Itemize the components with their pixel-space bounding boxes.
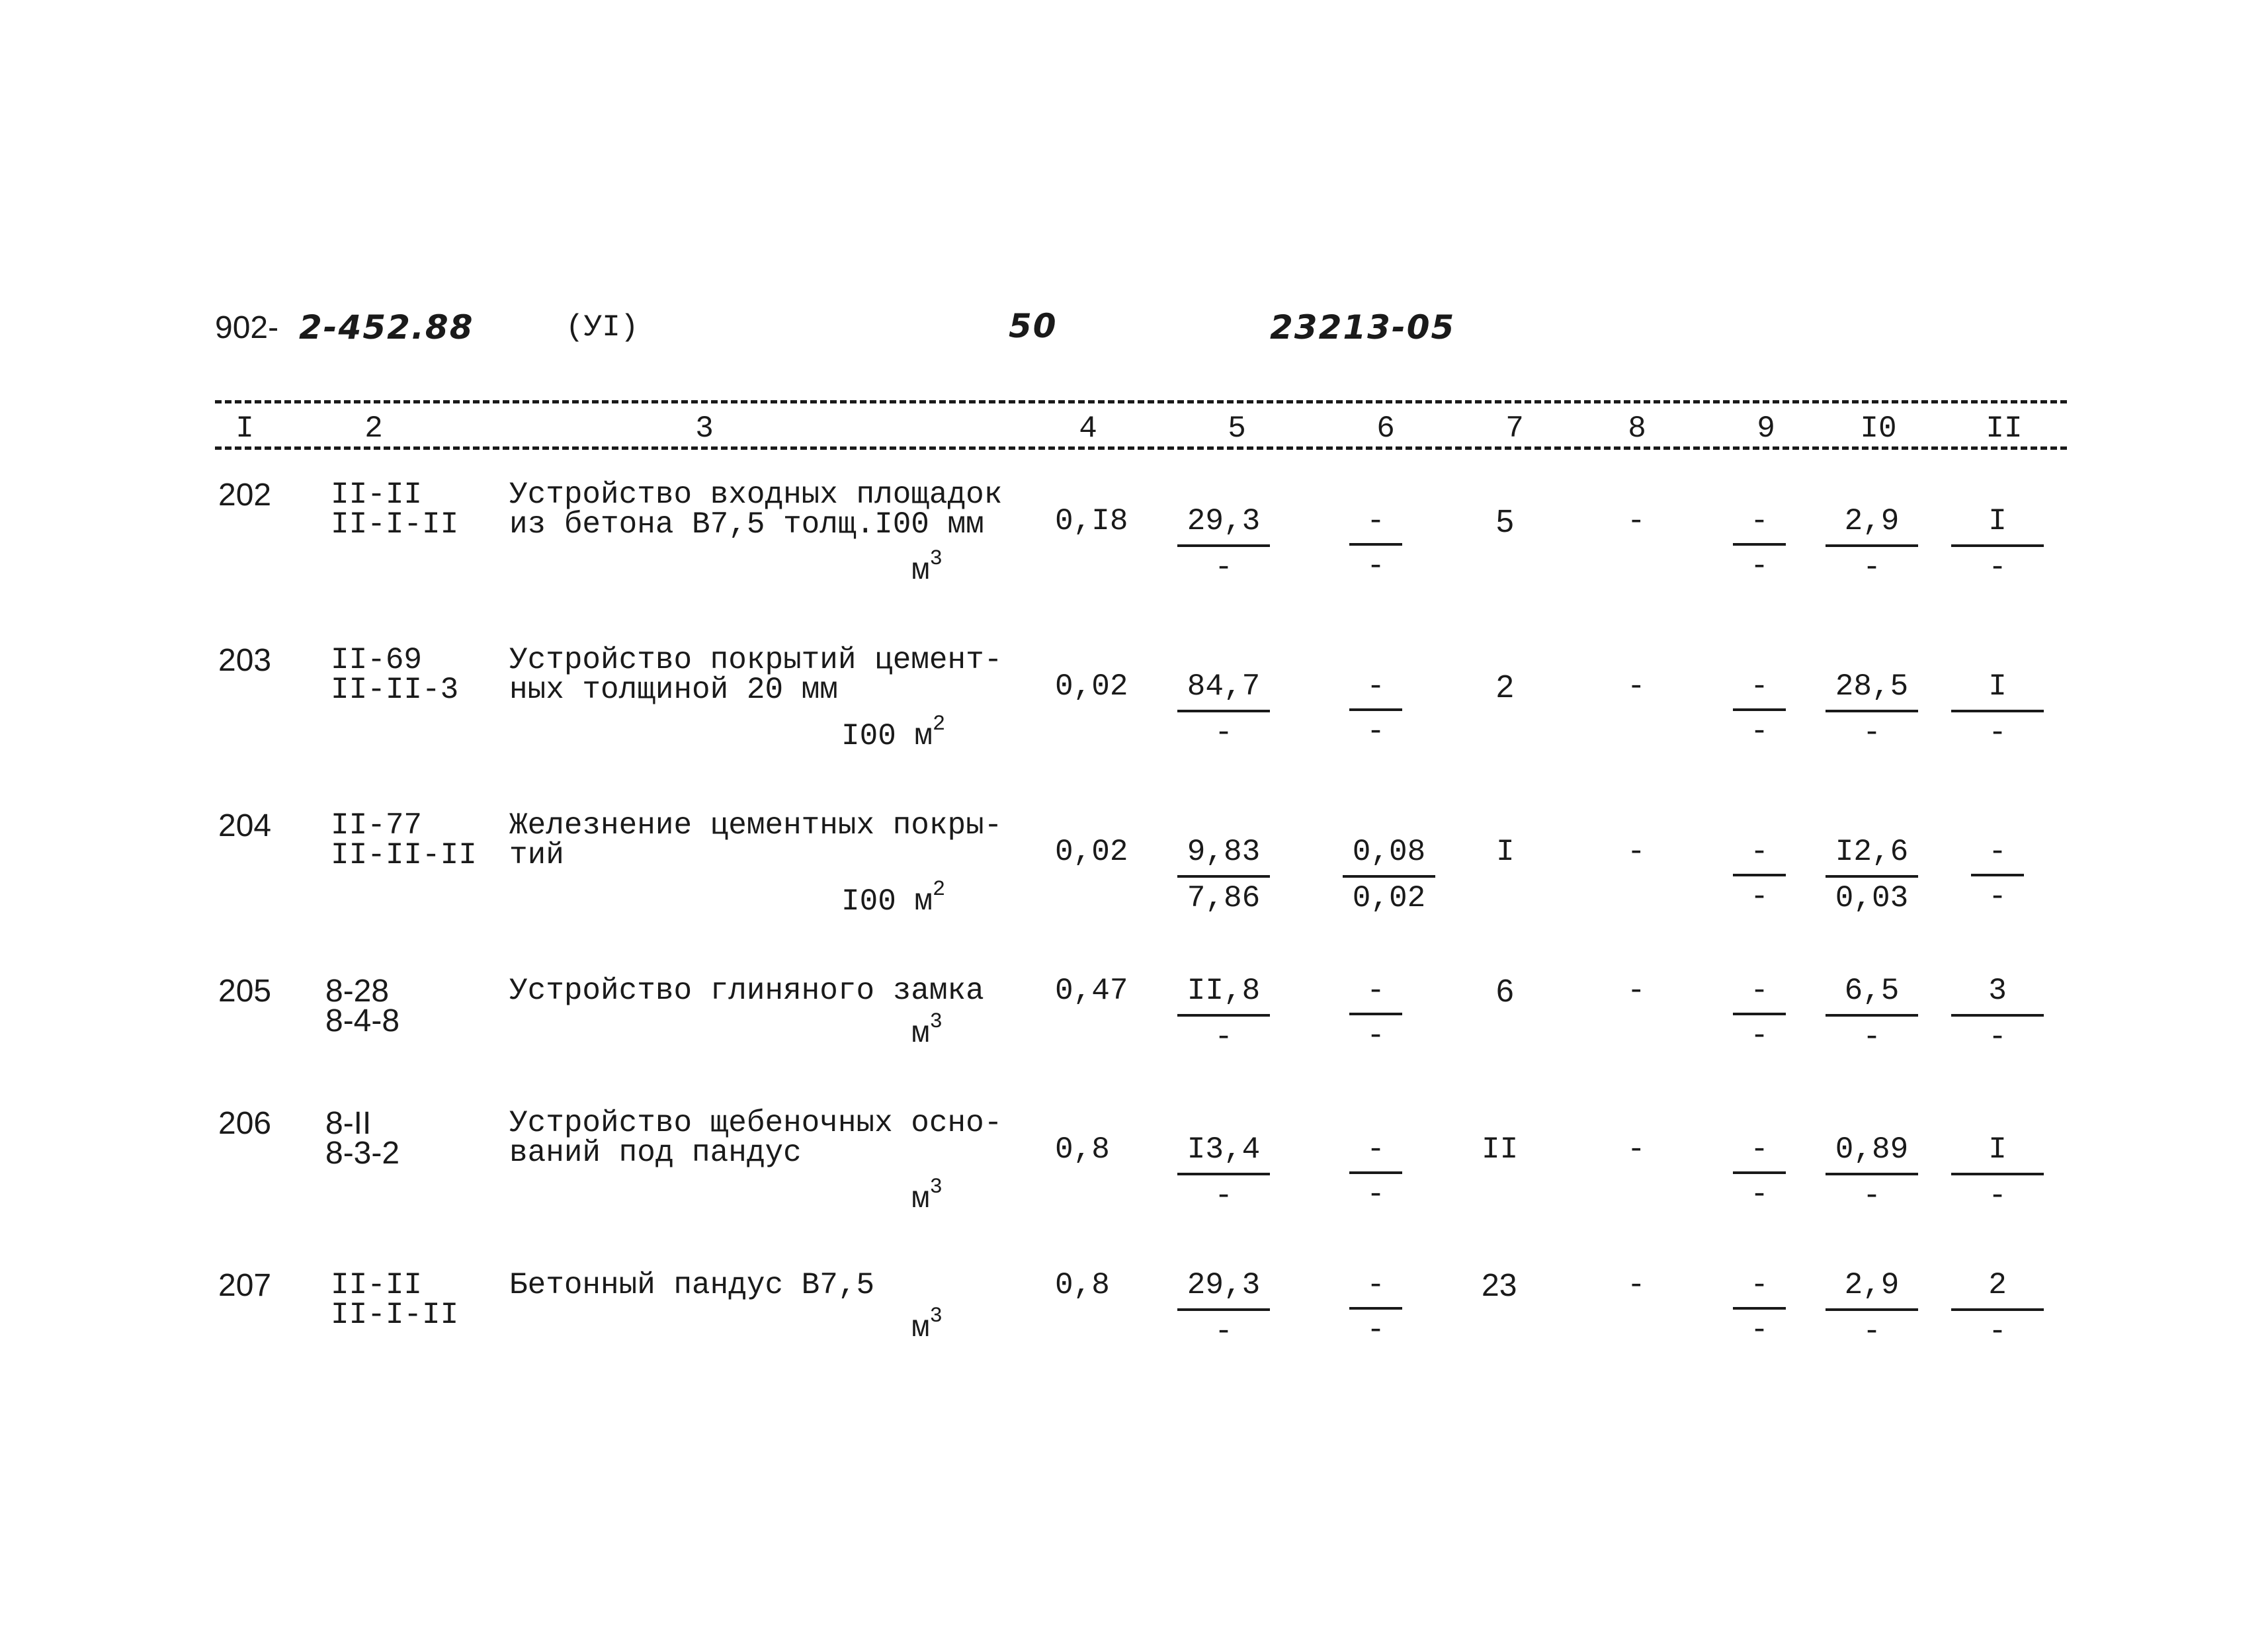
col8-value: - — [1627, 974, 1646, 1008]
row-number: 204 — [218, 808, 272, 843]
col6-value: - - — [1329, 506, 1422, 588]
work-description: Устройство входных площадок — [509, 478, 1003, 512]
row-number: 206 — [218, 1106, 272, 1141]
col7-value: I — [1496, 835, 1515, 869]
dashed-rule-bottom — [215, 446, 2067, 450]
series-prefix: 902- — [215, 310, 279, 345]
work-description: Устройство щебеночных осно- — [509, 1106, 1003, 1140]
measure-unit: $м^3$ — [911, 546, 943, 588]
col6-value: $\frac{0,08}{0,02}$ — [1343, 837, 1435, 920]
col5-value: 84,7 - — [1177, 671, 1270, 755]
col10-value: 2,9 - — [1826, 506, 1918, 589]
norm-code: II-II — [331, 478, 423, 512]
quantity: 0,8 — [1055, 1132, 1110, 1167]
price-code: II-I-II — [331, 1298, 459, 1332]
col9-value: - - — [1713, 671, 1806, 753]
column-number: I — [235, 411, 254, 446]
col5-value: I3,4 - — [1177, 1134, 1270, 1218]
col10-value: 28,5 - — [1826, 671, 1918, 755]
col10-value: 0,89 - — [1826, 1134, 1918, 1218]
norm-code: II-II — [331, 1268, 423, 1302]
document-code: 23213-05 — [1270, 308, 1456, 347]
dashed-rule-top — [215, 400, 2067, 403]
price-code: 8-3-2 — [325, 1136, 400, 1171]
row-number: 205 — [218, 974, 272, 1009]
work-description-cont: из бетона В7,5 толщ.I00 мм — [509, 507, 984, 542]
column-number: 9 — [1757, 411, 1775, 446]
col6-value: - - — [1329, 976, 1422, 1058]
measure-unit: I00 $м^2$ — [841, 877, 946, 919]
column-number: II — [1986, 411, 2023, 446]
work-description-cont: тий — [509, 838, 564, 872]
col8-value: - — [1627, 504, 1646, 538]
measure-unit: $м^3$ — [911, 1304, 943, 1345]
measure-unit: $м^3$ — [911, 1009, 943, 1051]
work-description-cont: ных толщиной 20 мм — [509, 673, 838, 707]
work-description-cont: ваний под пандус — [509, 1136, 802, 1170]
col6-value: - - — [1329, 671, 1422, 753]
col6-value: - - — [1329, 1270, 1422, 1352]
column-number: 5 — [1228, 411, 1246, 446]
row-number: 207 — [218, 1268, 272, 1303]
col7-value: 5 — [1496, 504, 1514, 539]
row-number: 202 — [218, 478, 272, 513]
section-label: (УI) — [566, 310, 639, 345]
col8-value: - — [1627, 1132, 1646, 1167]
col10-value: 2,9 - — [1826, 1270, 1918, 1353]
col5-value: II,8 - — [1177, 976, 1270, 1059]
norm-code: II-69 — [331, 643, 423, 677]
quantity: 0,02 — [1055, 669, 1128, 704]
row-number: 203 — [218, 643, 272, 678]
col11-value: I - — [1951, 506, 2044, 589]
price-code: 8-4-8 — [325, 1003, 400, 1038]
column-number: 3 — [695, 411, 714, 446]
norm-code: 8-28 — [325, 974, 390, 1009]
column-number: I0 — [1860, 411, 1897, 446]
col11-value: I - — [1951, 671, 2044, 755]
col5-value: $\frac{9,83}{7,86}$ — [1177, 837, 1270, 920]
work-description: Устройство покрытий цемент- — [509, 643, 1003, 677]
column-number: 8 — [1628, 411, 1646, 446]
col10-value: $\frac{I2,6}{0,03}$ — [1826, 837, 1918, 920]
column-number: 2 — [364, 411, 383, 446]
quantity: 0,02 — [1055, 835, 1128, 869]
price-code: II-II-II — [331, 838, 477, 872]
work-description: Бетонный пандус В7,5 — [509, 1268, 875, 1302]
col9-value: - - — [1713, 837, 1806, 919]
col7-value: 23 — [1482, 1268, 1517, 1303]
quantity: 0,47 — [1055, 974, 1128, 1008]
measure-unit: $м^3$ — [911, 1175, 943, 1216]
col9-value: - - — [1713, 1134, 1806, 1216]
col7-value: 6 — [1496, 974, 1514, 1009]
col5-value: 29,3 - — [1177, 506, 1270, 589]
col8-value: - — [1627, 835, 1646, 869]
price-code: II-II-3 — [331, 673, 459, 707]
col9-value: - - — [1713, 1270, 1806, 1352]
work-description: Устройство глиняного замка — [509, 974, 984, 1008]
col6-value: - - — [1329, 1134, 1422, 1216]
col11-value: 3 - — [1951, 976, 2044, 1059]
column-number: 4 — [1079, 411, 1097, 446]
column-number: 7 — [1505, 411, 1524, 446]
series-number-handwritten: 2-452.88 — [299, 308, 474, 347]
price-code: II-I-II — [331, 507, 459, 542]
col9-value: - - — [1713, 976, 1806, 1058]
col7-value: II — [1482, 1132, 1519, 1167]
col8-value: - — [1627, 669, 1646, 704]
col10-value: 6,5 - — [1826, 976, 1918, 1059]
col8-value: - — [1627, 1268, 1646, 1302]
norm-code: 8-II — [325, 1106, 372, 1141]
quantity: 0,I8 — [1055, 504, 1128, 538]
col5-value: 29,3 - — [1177, 1270, 1270, 1353]
col11-value: - - — [1951, 837, 2044, 919]
column-number: 6 — [1376, 411, 1395, 446]
page-number: 50 — [1009, 307, 1058, 345]
work-description: Железнение цементных покры- — [509, 808, 1003, 843]
col7-value: 2 — [1496, 669, 1514, 704]
measure-unit: I00 $м^2$ — [841, 712, 946, 753]
col11-value: 2 - — [1951, 1270, 2044, 1353]
quantity: 0,8 — [1055, 1268, 1110, 1302]
norm-code: II-77 — [331, 808, 423, 843]
col9-value: - - — [1713, 506, 1806, 588]
col11-value: I - — [1951, 1134, 2044, 1218]
